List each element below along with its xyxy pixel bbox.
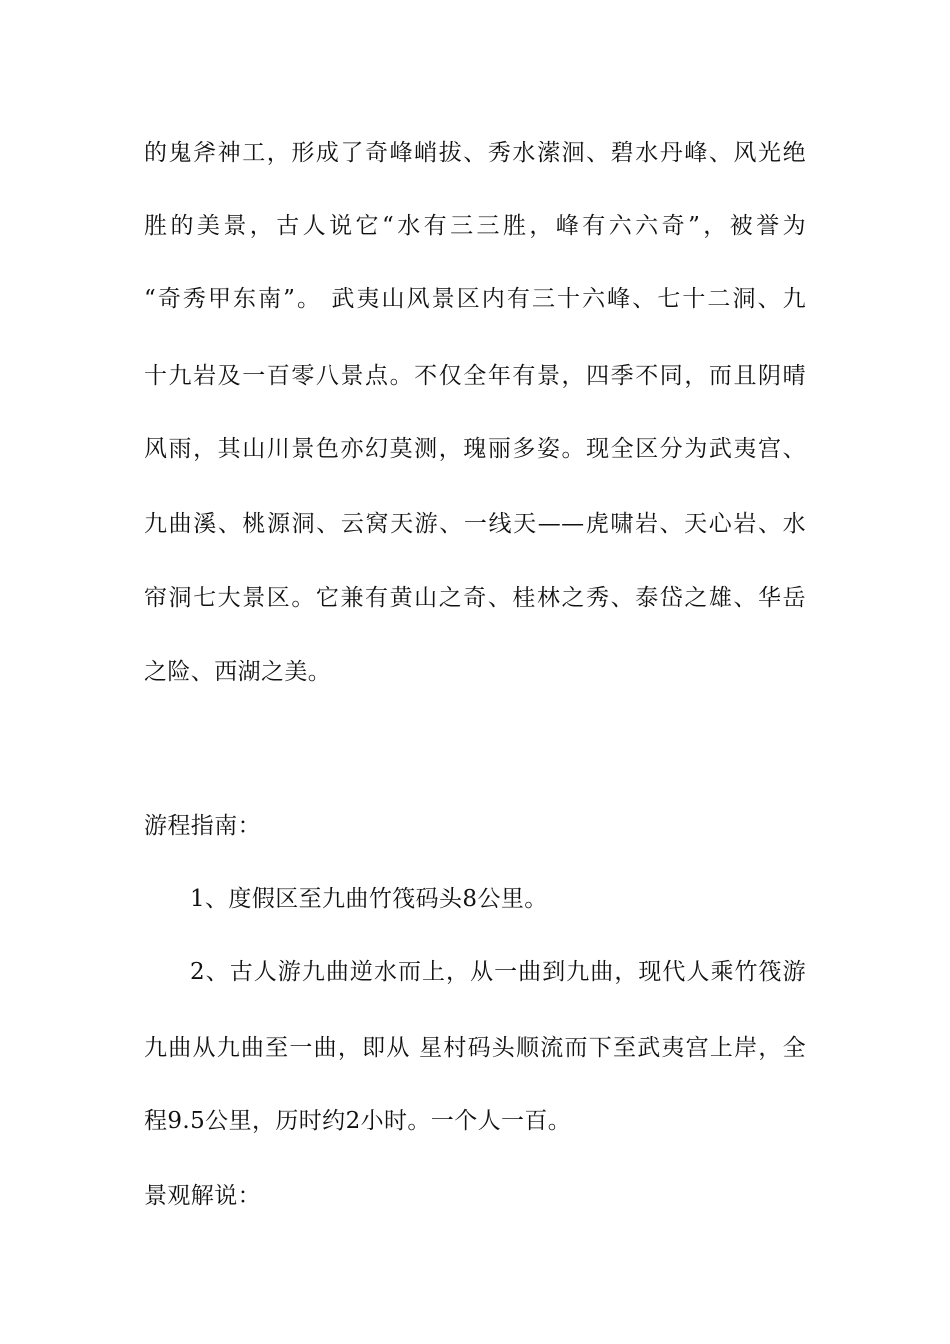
intro-line-3: “奇秀甲东南”。 武夷山风景区内有三十六峰、七十二洞、九 [144,286,806,312]
intro-line-6: 九曲溪、桃源洞、云窝天游、一线天——虎啸岩、天心岩、水 [144,511,806,537]
intro-line-8: 之险、西湖之美。 [144,659,332,685]
intro-line-1: 的鬼斧神工，形成了奇峰峭拔、秀水潆洄、碧水丹峰、风光绝 [144,140,806,166]
guide-item-2-line-3: 程9.5公里，历时约2小时。一个人一百。 [144,1108,572,1134]
intro-line-5: 风雨，其山川景色亦幻莫测，瑰丽多姿。现全区分为武夷宫、 [144,436,806,462]
intro-line-4: 十九岩及一百零八景点。不仅全年有景，四季不同，而且阴晴 [144,363,806,389]
intro-line-7: 帘洞七大景区。它兼有黄山之奇、桂林之秀、泰岱之雄、华岳 [144,585,806,611]
guide-item-2-line-1: 2、古人游九曲逆水而上，从一曲到九曲，现代人乘竹筏游 [190,959,806,985]
guide-item-2-line-2: 九曲从九曲至一曲，即从 星村码头顺流而下至武夷宫上岸，全 [144,1035,806,1061]
guide-heading: 游程指南： [144,813,261,839]
intro-line-2: 胜的美景，古人说它“水有三三胜，峰有六六奇”，被誉为 [144,213,806,239]
guide-item-1: 1、度假区至九曲竹筏码头8公里。 [190,886,548,912]
commentary-heading: 景观解说： [144,1183,261,1209]
